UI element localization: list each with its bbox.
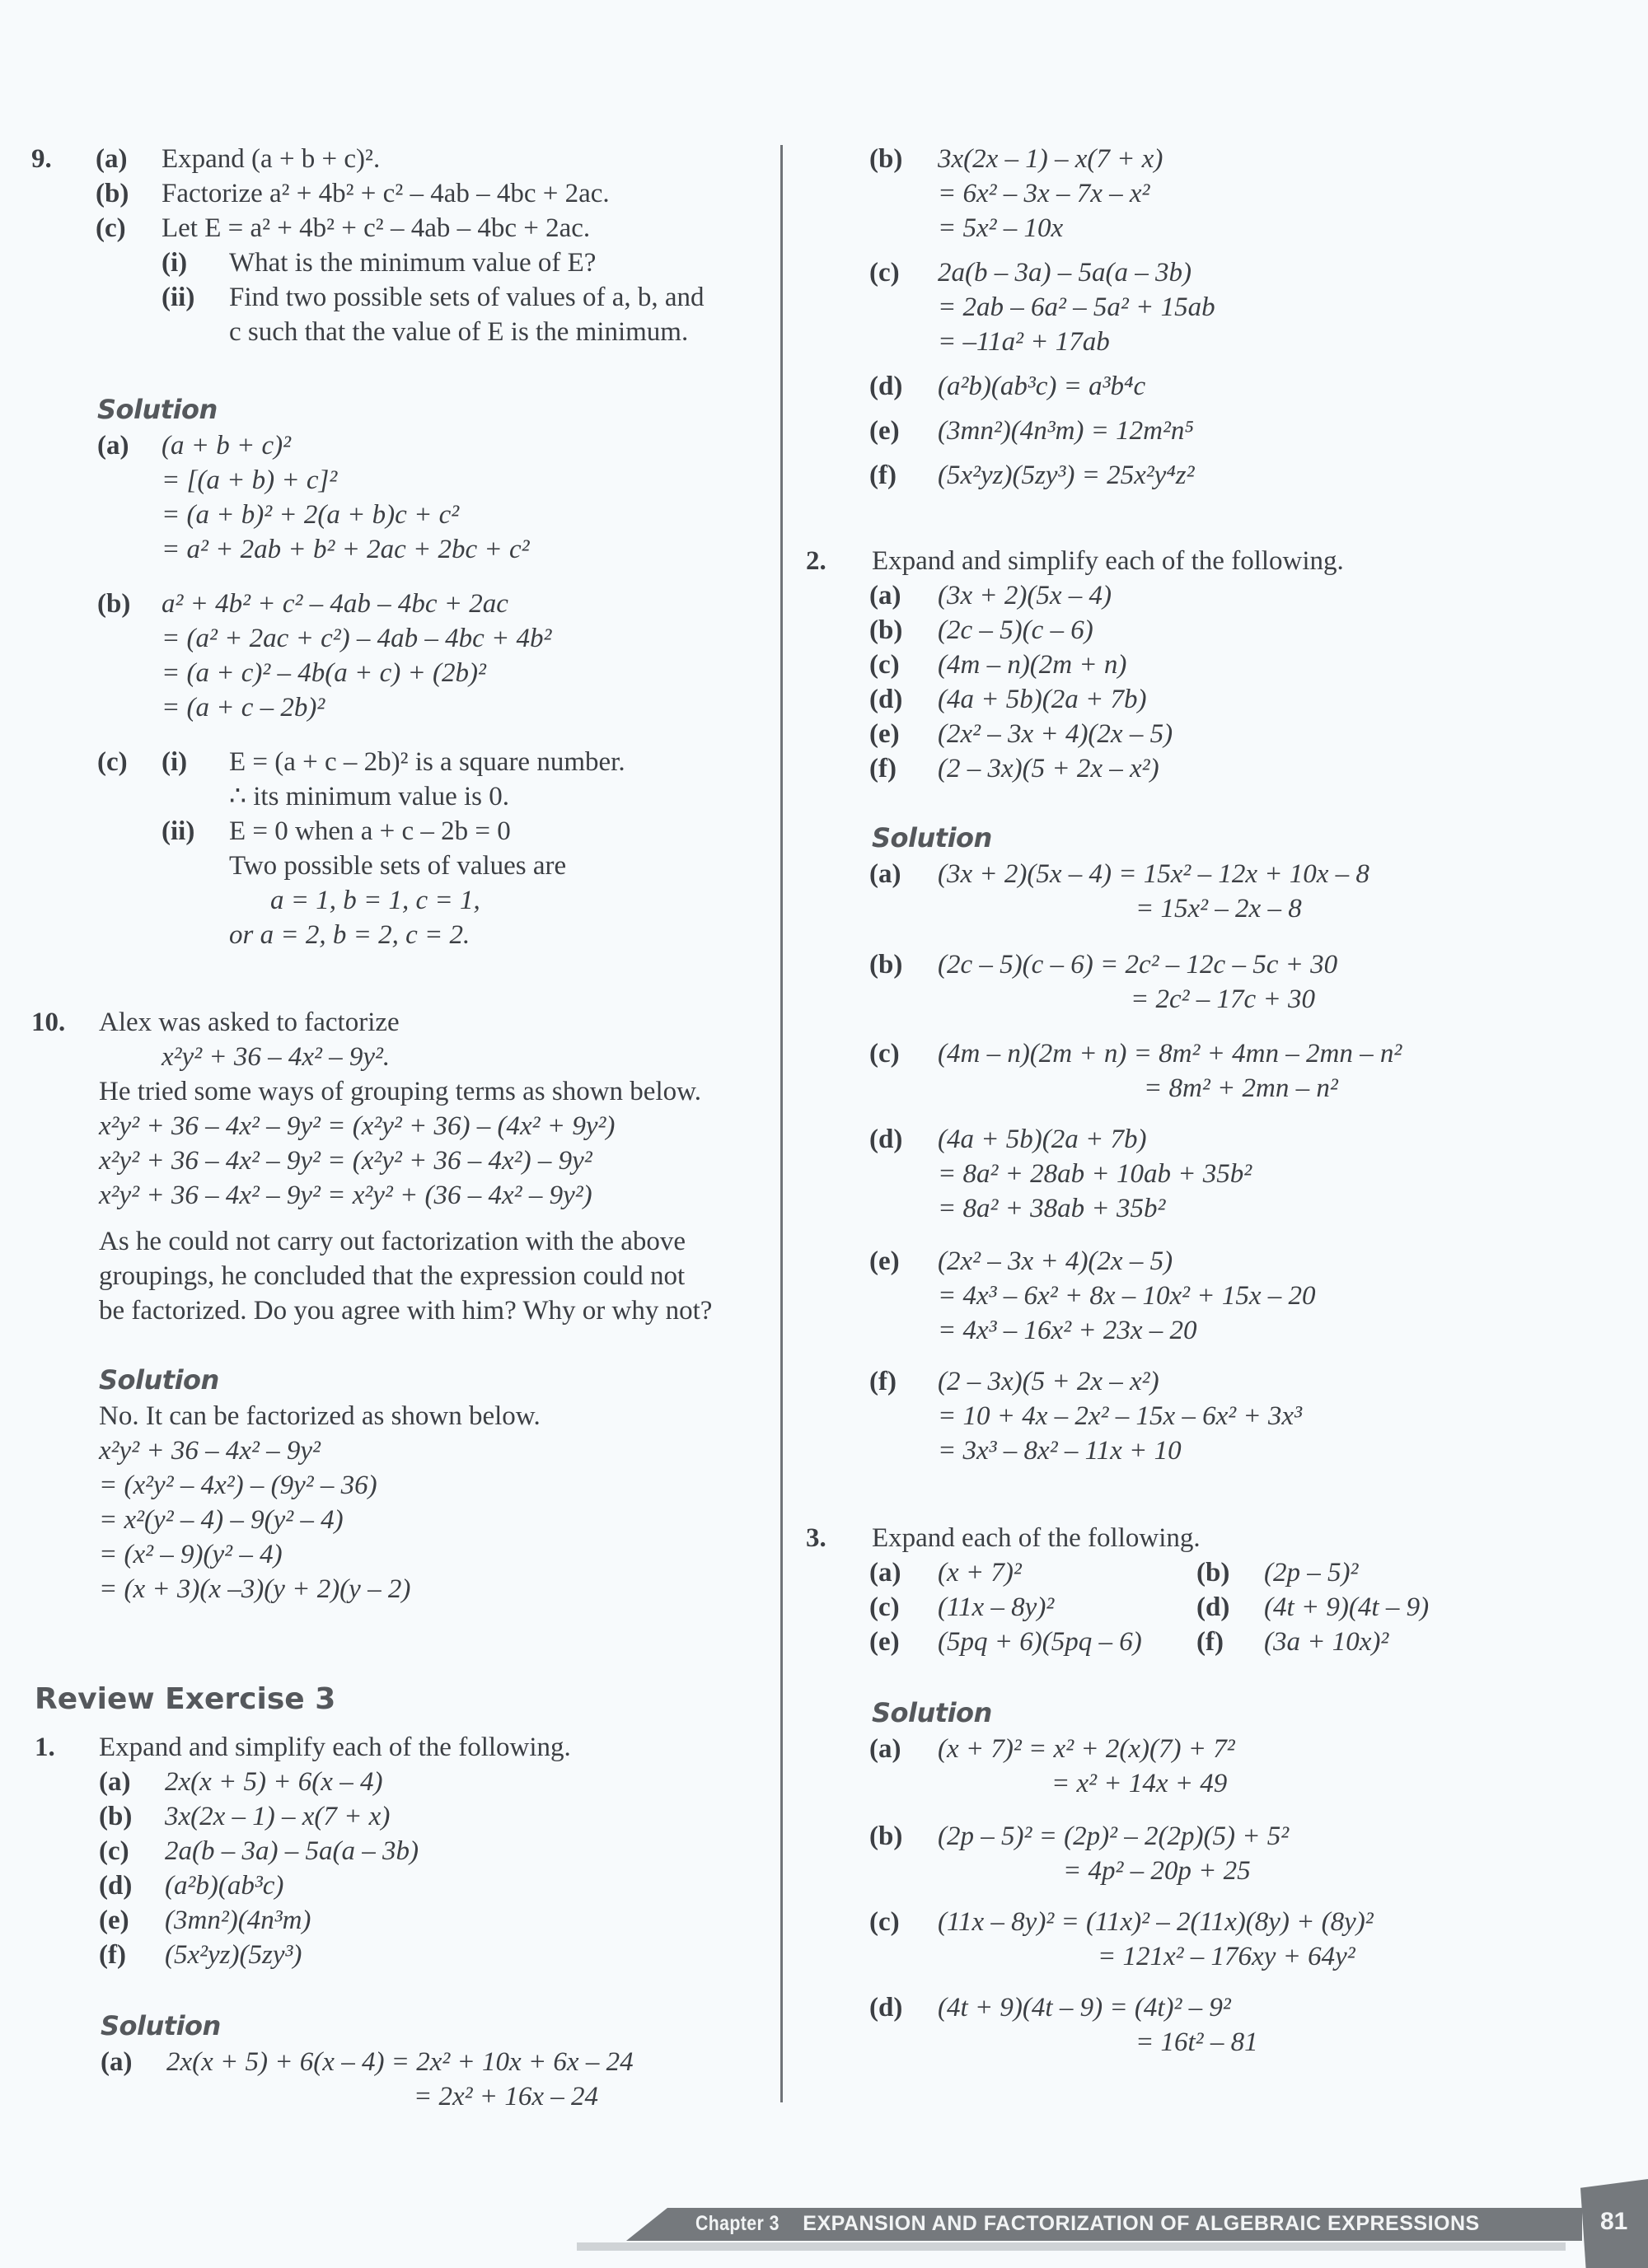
solution-label: (c) xyxy=(869,258,900,288)
solution-line: (x + 7)² = x² + 2(x)(7) + 7² xyxy=(938,1734,1235,1764)
solution-line: = 2ab – 6a² – 5a² + 15ab xyxy=(938,292,1215,322)
solution-line: = 16t² – 81 xyxy=(1135,2027,1258,2057)
solution-line: = 121x² – 176xy + 64y² xyxy=(1098,1942,1355,1971)
chapter-title: EXPANSION AND FACTORIZATION OF ALGEBRAIC EXPRESSIONS xyxy=(803,2212,1480,2235)
question-text: He tried some ways of grouping terms as shown below. xyxy=(99,1077,702,1106)
solution-line: (3x + 2)(5x – 4) = 15x² – 12x + 10x – 8 xyxy=(938,859,1369,889)
solution-label: (b) xyxy=(869,144,903,174)
solution-line: = (a + c – 2b)² xyxy=(162,693,325,722)
solution-line: = a² + 2ab + b² + 2ac + 2bc + c² xyxy=(162,535,530,564)
solution-line: = 5x² – 10x xyxy=(938,213,1064,243)
item-label: (f) xyxy=(1196,1627,1224,1657)
item-text: (11x – 8y)² xyxy=(938,1592,1055,1622)
solution-sublabel: (ii) xyxy=(162,816,195,846)
solution-line: = [(a + b) + c]² xyxy=(162,465,338,495)
item-text: 3x(2x – 1) – x(7 + x) xyxy=(165,1802,391,1831)
solution-line: x²y² + 36 – 4x² – 9y² xyxy=(99,1436,321,1466)
item-text: (4t + 9)(4t – 9) xyxy=(1264,1592,1430,1622)
solution-heading: Solution xyxy=(101,2010,221,2041)
item-text: (2 – 3x)(5 + 2x – x²) xyxy=(938,754,1159,783)
solution-label: (b) xyxy=(869,1821,903,1851)
solution-line: = (a + b)² + 2(a + b)c + c² xyxy=(162,500,460,530)
solution-sublabel: (i) xyxy=(162,747,188,777)
solution-line: or a = 2, b = 2, c = 2. xyxy=(229,920,471,950)
solution-line: ∴ its minimum value is 0. xyxy=(229,782,509,811)
expression: x²y² + 36 – 4x² – 9y². xyxy=(162,1042,391,1072)
solution-line: 2a(b – 3a) – 5a(a – 3b) xyxy=(938,258,1192,288)
solution-line: = 4x³ – 16x² + 23x – 20 xyxy=(938,1316,1197,1345)
item-text: (x + 7)² xyxy=(938,1558,1022,1588)
item-label: (e) xyxy=(869,1627,900,1657)
solution-line: = (x² – 9)(y² – 4) xyxy=(99,1540,283,1569)
chapter-running-title xyxy=(688,2212,1480,2236)
solution-line: (4t + 9)(4t – 9) = (4t)² – 9² xyxy=(938,1993,1231,2022)
question-number: 1. xyxy=(35,1733,55,1762)
item-label: (c) xyxy=(99,1836,129,1866)
solution-line: (5x²yz)(5zy³) = 25x²y⁴z² xyxy=(938,461,1195,490)
subpart-text-cont: c such that the value of E is the minimum. xyxy=(229,317,689,347)
solution-line: = 15x² – 2x – 8 xyxy=(1135,894,1302,924)
part-label: (a) xyxy=(96,144,128,174)
item-text: (a²b)(ab³c) xyxy=(165,1871,284,1901)
solution-line: (2x² – 3x + 4)(2x – 5) xyxy=(938,1246,1173,1276)
solution-label: (c) xyxy=(869,1907,900,1937)
question-text: Alex was asked to factorize xyxy=(99,1008,400,1037)
part-label: (b) xyxy=(96,179,129,208)
solution-line: E = (a + c – 2b)² is a square number. xyxy=(229,747,625,777)
solution-label: (a) xyxy=(869,1734,901,1764)
solution-line: = (x²y² – 4x²) – (9y² – 36) xyxy=(99,1471,377,1500)
column-divider xyxy=(780,145,783,2102)
item-label: (a) xyxy=(99,1767,131,1797)
solution-label: (c) xyxy=(97,747,128,777)
page-number: 81 xyxy=(1600,2208,1628,2235)
item-text: (3mn²)(4n³m) xyxy=(165,1906,311,1935)
solution-line: = 6x² – 3x – 7x – x² xyxy=(938,179,1150,208)
item-label: (f) xyxy=(99,1940,126,1970)
grouping-line: x²y² + 36 – 4x² – 9y² = x²y² + (36 – 4x² – 9y²) xyxy=(99,1181,592,1210)
question-number: 3. xyxy=(806,1523,826,1553)
item-text: (2p – 5)² xyxy=(1264,1558,1359,1588)
solution-heading: Solution xyxy=(99,1364,219,1396)
chapter-label: Chapter 3 xyxy=(695,2212,780,2235)
subpart-label: (ii) xyxy=(162,283,195,312)
solution-line: (2 – 3x)(5 + 2x – x²) xyxy=(938,1367,1159,1396)
solution-line: (2p – 5)² = (2p)² – 2(2p)(5) + 5² xyxy=(938,1821,1290,1851)
item-label: (b) xyxy=(1196,1558,1230,1588)
solution-label: (a) xyxy=(869,859,901,889)
item-label: (d) xyxy=(869,685,903,714)
part-text: Factorize a² + 4b² + c² – 4ab – 4bc + 2ac. xyxy=(162,179,610,208)
solution-heading: Solution xyxy=(872,1697,992,1728)
item-label: (d) xyxy=(99,1871,133,1901)
solution-line: 2x(x + 5) + 6(x – 4) = 2x² + 10x + 6x – 24 xyxy=(166,2047,634,2077)
item-label: (c) xyxy=(869,650,900,680)
item-text: (4a + 5b)(2a + 7b) xyxy=(938,685,1147,714)
solution-heading: Solution xyxy=(97,394,218,425)
item-label: (e) xyxy=(869,719,900,749)
solution-line: = 10 + 4x – 2x² – 15x – 6x² + 3x³ xyxy=(938,1401,1302,1431)
subpart-text: Find two possible sets of values of a, b, and xyxy=(229,283,705,312)
solution-label: (a) xyxy=(97,431,129,461)
solution-line: = 3x³ – 8x² – 11x + 10 xyxy=(938,1436,1182,1466)
part-text: Let E = a² + 4b² + c² – 4ab – 4bc + 2ac. xyxy=(162,213,591,243)
solution-line: = –11a² + 17ab xyxy=(938,327,1110,357)
question-number: 10. xyxy=(31,1008,66,1037)
solution-line: = (a² + 2ac + c²) – 4ab – 4bc + 4b² xyxy=(162,624,552,653)
item-label: (e) xyxy=(99,1906,129,1935)
item-label: (b) xyxy=(99,1802,133,1831)
grouping-line: x²y² + 36 – 4x² – 9y² = (x²y² + 36 – 4x²) – 9y² xyxy=(99,1146,592,1176)
item-label: (d) xyxy=(1196,1592,1230,1622)
item-label: (f) xyxy=(869,754,897,783)
solution-line: (3mn²)(4n³m) = 12m²n⁵ xyxy=(938,416,1194,446)
item-text: (3x + 2)(5x – 4) xyxy=(938,581,1112,610)
question-text: be factorized. Do you agree with him? Why or why not? xyxy=(99,1296,713,1326)
part-label: (c) xyxy=(96,213,126,243)
question-text: As he could not carry out factorization with the above xyxy=(99,1227,686,1256)
item-text: (2x² – 3x + 4)(2x – 5) xyxy=(938,719,1173,749)
solution-label: (b) xyxy=(97,589,131,619)
solution-line: (2c – 5)(c – 6) = 2c² – 12c – 5c + 30 xyxy=(938,950,1338,980)
part-text: Expand (a + b + c)². xyxy=(162,144,381,174)
footer-shadow-band xyxy=(577,2242,1566,2251)
solution-line: (4a + 5b)(2a + 7b) xyxy=(938,1125,1147,1154)
item-text: 2x(x + 5) + 6(x – 4) xyxy=(165,1767,383,1797)
solution-line: Two possible sets of values are xyxy=(229,851,567,881)
solution-line: a² + 4b² + c² – 4ab – 4bc + 2ac xyxy=(162,589,508,619)
solution-line: = (x + 3)(x –3)(y + 2)(y – 2) xyxy=(99,1574,411,1604)
item-text: (5x²yz)(5zy³) xyxy=(165,1940,302,1970)
solution-label: (b) xyxy=(869,950,903,980)
solution-label: (e) xyxy=(869,416,900,446)
solution-line: (4m – n)(2m + n) = 8m² + 4mn – 2mn – n² xyxy=(938,1039,1402,1069)
solution-heading: Solution xyxy=(872,822,992,853)
solution-line: (a²b)(ab³c) = a³b⁴c xyxy=(938,372,1146,401)
item-text: 2a(b – 3a) – 5a(a – 3b) xyxy=(165,1836,419,1866)
question-number: 2. xyxy=(806,546,826,576)
solution-line: = (a + c)² – 4b(a + c) + (2b)² xyxy=(162,658,486,688)
solution-line: = 2x² + 16x – 24 xyxy=(414,2082,598,2111)
solution-label: (d) xyxy=(869,1125,903,1154)
solution-line: E = 0 when a + c – 2b = 0 xyxy=(229,816,511,846)
solution-line: = 8a² + 28ab + 10ab + 35b² xyxy=(938,1159,1252,1189)
solution-line: = 2c² – 17c + 30 xyxy=(1131,984,1315,1014)
solution-label: (d) xyxy=(869,372,903,401)
subpart-text: What is the minimum value of E? xyxy=(229,248,597,278)
subpart-label: (i) xyxy=(162,248,188,278)
item-label: (a) xyxy=(869,1558,901,1588)
solution-line: No. It can be factorized as shown below. xyxy=(99,1401,541,1431)
solution-label: (a) xyxy=(101,2047,133,2077)
item-label: (a) xyxy=(869,581,901,610)
solution-line: a = 1, b = 1, c = 1, xyxy=(270,886,480,915)
solution-label: (c) xyxy=(869,1039,900,1069)
solution-label: (d) xyxy=(869,1993,903,2022)
solution-line: = 8m² + 2mn – n² xyxy=(1144,1073,1338,1103)
solution-line: = x²(y² – 4) – 9(y² – 4) xyxy=(99,1505,344,1535)
solution-line: = 8a² + 38ab + 35b² xyxy=(938,1194,1166,1223)
solution-line: = x² + 14x + 49 xyxy=(1051,1769,1228,1798)
section-title: Review Exercise 3 xyxy=(35,1682,336,1716)
question-prompt: Expand each of the following. xyxy=(872,1523,1201,1553)
item-text: (3a + 10x)² xyxy=(1264,1627,1389,1657)
item-label: (c) xyxy=(869,1592,900,1622)
item-text: (2c – 5)(c – 6) xyxy=(938,615,1093,645)
solution-line: = 4p² – 20p + 25 xyxy=(1063,1856,1251,1886)
solution-label: (f) xyxy=(869,461,897,490)
question-prompt: Expand and simplify each of the following. xyxy=(872,546,1344,576)
solution-line: = 4x³ – 6x² + 8x – 10x² + 15x – 20 xyxy=(938,1281,1316,1311)
grouping-line: x²y² + 36 – 4x² – 9y² = (x²y² + 36) – (4x² + 9y²) xyxy=(99,1111,616,1141)
solution-line: 3x(2x – 1) – x(7 + x) xyxy=(938,144,1163,174)
solution-label: (e) xyxy=(869,1246,900,1276)
solution-line: (11x – 8y)² = (11x)² – 2(11x)(8y) + (8y)² xyxy=(938,1907,1374,1937)
solution-label: (f) xyxy=(869,1367,897,1396)
question-text: groupings, he concluded that the expression could not xyxy=(99,1261,686,1291)
question-number: 9. xyxy=(31,144,52,174)
item-label: (b) xyxy=(869,615,903,645)
item-text: (5pq + 6)(5pq – 6) xyxy=(938,1627,1142,1657)
question-prompt: Expand and simplify each of the following. xyxy=(99,1733,571,1762)
item-text: (4m – n)(2m + n) xyxy=(938,650,1127,680)
solution-line: (a + b + c)² xyxy=(162,431,292,461)
